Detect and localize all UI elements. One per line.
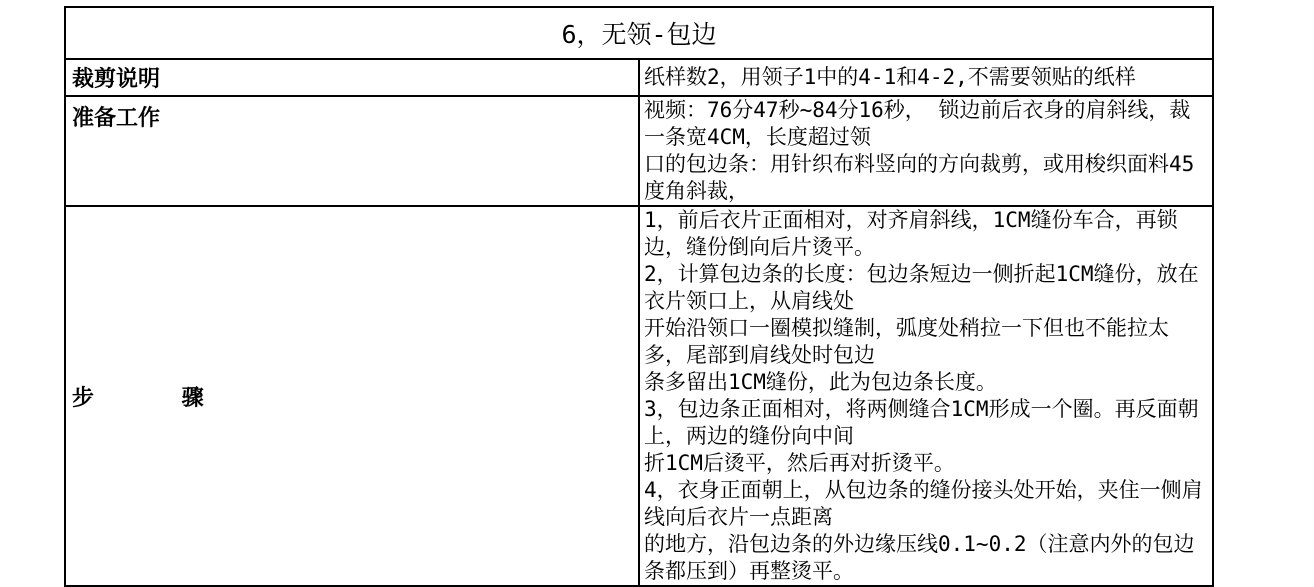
step-line: 折1CM后烫平，然后再对折烫平。 — [644, 451, 955, 475]
steps-row — [65, 206, 1213, 586]
step-line: 4，衣身正面朝上，从包边条的缝份接头处开始，夹住一侧肩线向后衣片一点距离 — [644, 478, 1203, 529]
cutting-row — [65, 59, 1213, 96]
preparation-line: 口的包边条：用针织布料竖向的方向裁剪，或用梭织面料45度角斜裁， — [644, 152, 1195, 203]
step-line: 1，前后衣片正面相对，对齐肩斜线，1CM缝份车合，再锁边，缝份倒向后片烫平。 — [644, 208, 1178, 259]
steps-content — [639, 206, 1213, 586]
preparation-line: 视频：76分47秒~84分16秒， 锁边前后衣身的肩斜线，裁一条宽4CM，长度超过领 — [644, 98, 1191, 149]
instruction-table — [64, 6, 1214, 587]
table-title: 6，无领-包边 — [65, 7, 1213, 59]
step-line: 的地方，沿包边条的外边缘压线0.1~0.2（注意内外的包边条都压到）再整烫平。 — [644, 532, 1195, 583]
title-row — [65, 7, 1213, 59]
cutting-content: 纸样数2，用领子1中的4-1和4-2,不需要领贴的纸样 — [639, 59, 1213, 96]
cutting-label: 裁剪说明 — [65, 59, 639, 96]
preparation-content — [639, 96, 1213, 206]
steps-label-text: 步 骤 — [72, 385, 244, 411]
step-line: 条多留出1CM缝份，此为包边条长度。 — [644, 370, 997, 394]
preparation-row — [65, 96, 1213, 206]
step-line: 2，计算包边条的长度：包边条短边一侧折起1CM缝份，放在衣片领口上，从肩线处 — [644, 262, 1199, 313]
preparation-label: 准备工作 — [65, 96, 639, 206]
step-line: 3，包边条正面相对，将两侧缝合1CM形成一个圈。再反面朝上，两边的缝份向中间 — [644, 397, 1199, 448]
steps-label — [65, 206, 639, 586]
step-line: 开始沿领口一圈模拟缝制，弧度处稍拉一下但也不能拉太多，尾部到肩线处时包边 — [644, 316, 1169, 367]
